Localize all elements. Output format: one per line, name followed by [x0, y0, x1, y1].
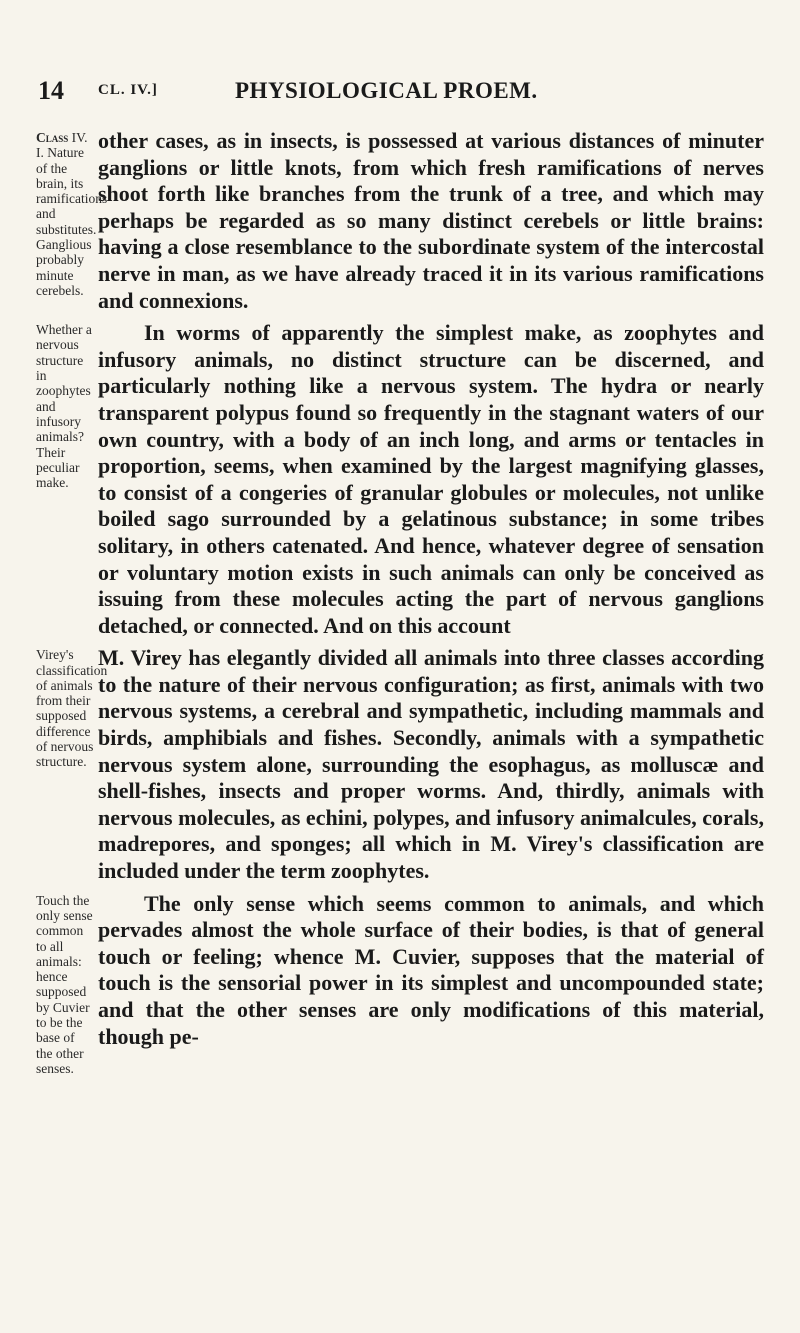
paragraph-text: In worms of apparently the simplest make, as zoophytes and infusory animals, no distinct structure can be discerned, and particularly nothing like a nervous system. The hydra or nearly transparent polypus found so frequently in the stagnant waters of our own country, with a body of an inch long, and arms or tentacles in proportion, seems, when examined by the largest magnifying glasses, to consist of a congeries of granular globules or molecules, not unlike boiled sago surrounded by a gelatinous substance; in some tribes solitary, in others catenated. And hence, whatever degree of sensation or voluntary motion exists in such animals can only be conceived as issuing from these molecules acting the part of nervous ganglions detached, or connected. And on this account — [98, 320, 764, 638]
side-note — [36, 893, 94, 1077]
section-zoophytes — [36, 320, 776, 639]
page-header — [38, 76, 758, 116]
side-note-lead: Class — [36, 130, 69, 145]
paragraph-text: other cases, as in insects, is possessed at various distances of minuter ganglions or little knots, from which fresh ramifications of nerves shoot forth like branches from the trunk of a tree, and which may perhaps be regarded as so many distinct cerebels or little brains: having a close resemblance to the subordinate system of the intercostal nerve in man, as we have already traced it in its various ramifications and connexions. — [98, 128, 764, 313]
side-note-text: IV. I. Nature of the brain, its ramifications and substitutes. Ganglious probably minute cerebels. — [36, 130, 108, 298]
paragraph-text: M. Virey has elegantly divided all animals into three classes according to the nature of their nervous configuration; as first, animals with two nervous systems, a cerebral and sympathetic, including mammals and birds, amphibials and fishes. Secondly, animals with a sympathetic nervous system alone, surrounding the esophagus, as molluscæ and shell-fishes, insects and proper worms. And, thirdly, animals with nervous molecules, as echini, polypes, and infusory animalcules, corals, madrepores, and sponges; all which in M. Virey's classification are included under the term zoophytes. — [98, 645, 764, 884]
paragraph — [98, 320, 764, 639]
side-note — [36, 322, 94, 490]
section-virey-classification — [36, 645, 776, 884]
paragraph — [98, 891, 764, 1051]
side-note-text: Whether a nervous structure in zoophytes and infusory animals? Their peculiar make. — [36, 322, 92, 491]
paragraph — [98, 128, 764, 314]
side-note — [36, 130, 108, 298]
side-note-text: Touch the only sense common to all animals: hence supposed by Cuvier to be the base of the other senses. — [36, 892, 93, 1076]
paragraph-text: The only sense which seems common to animals, and which pervades almost the whole surface of their bodies, is that of general touch or feeling; whence M. Cuvier, supposes that the material of touch is the sensorial power in its simplest and uncompounded state; and that the other senses are only modifications of this material, though pe- — [98, 890, 764, 1049]
chapter-mark: CL. IV.] — [98, 82, 158, 98]
side-note-text: Virey's classification of animals from their supposed difference of nervous structure. — [36, 647, 108, 770]
section-touch — [36, 890, 776, 1076]
page-body — [36, 128, 776, 1318]
section-nature-of-brain — [36, 128, 776, 314]
running-title: PHYSIOLOGICAL PROEM. — [235, 78, 538, 103]
paragraph — [98, 645, 764, 884]
side-note — [36, 647, 108, 770]
page-number: 14 — [38, 76, 64, 105]
